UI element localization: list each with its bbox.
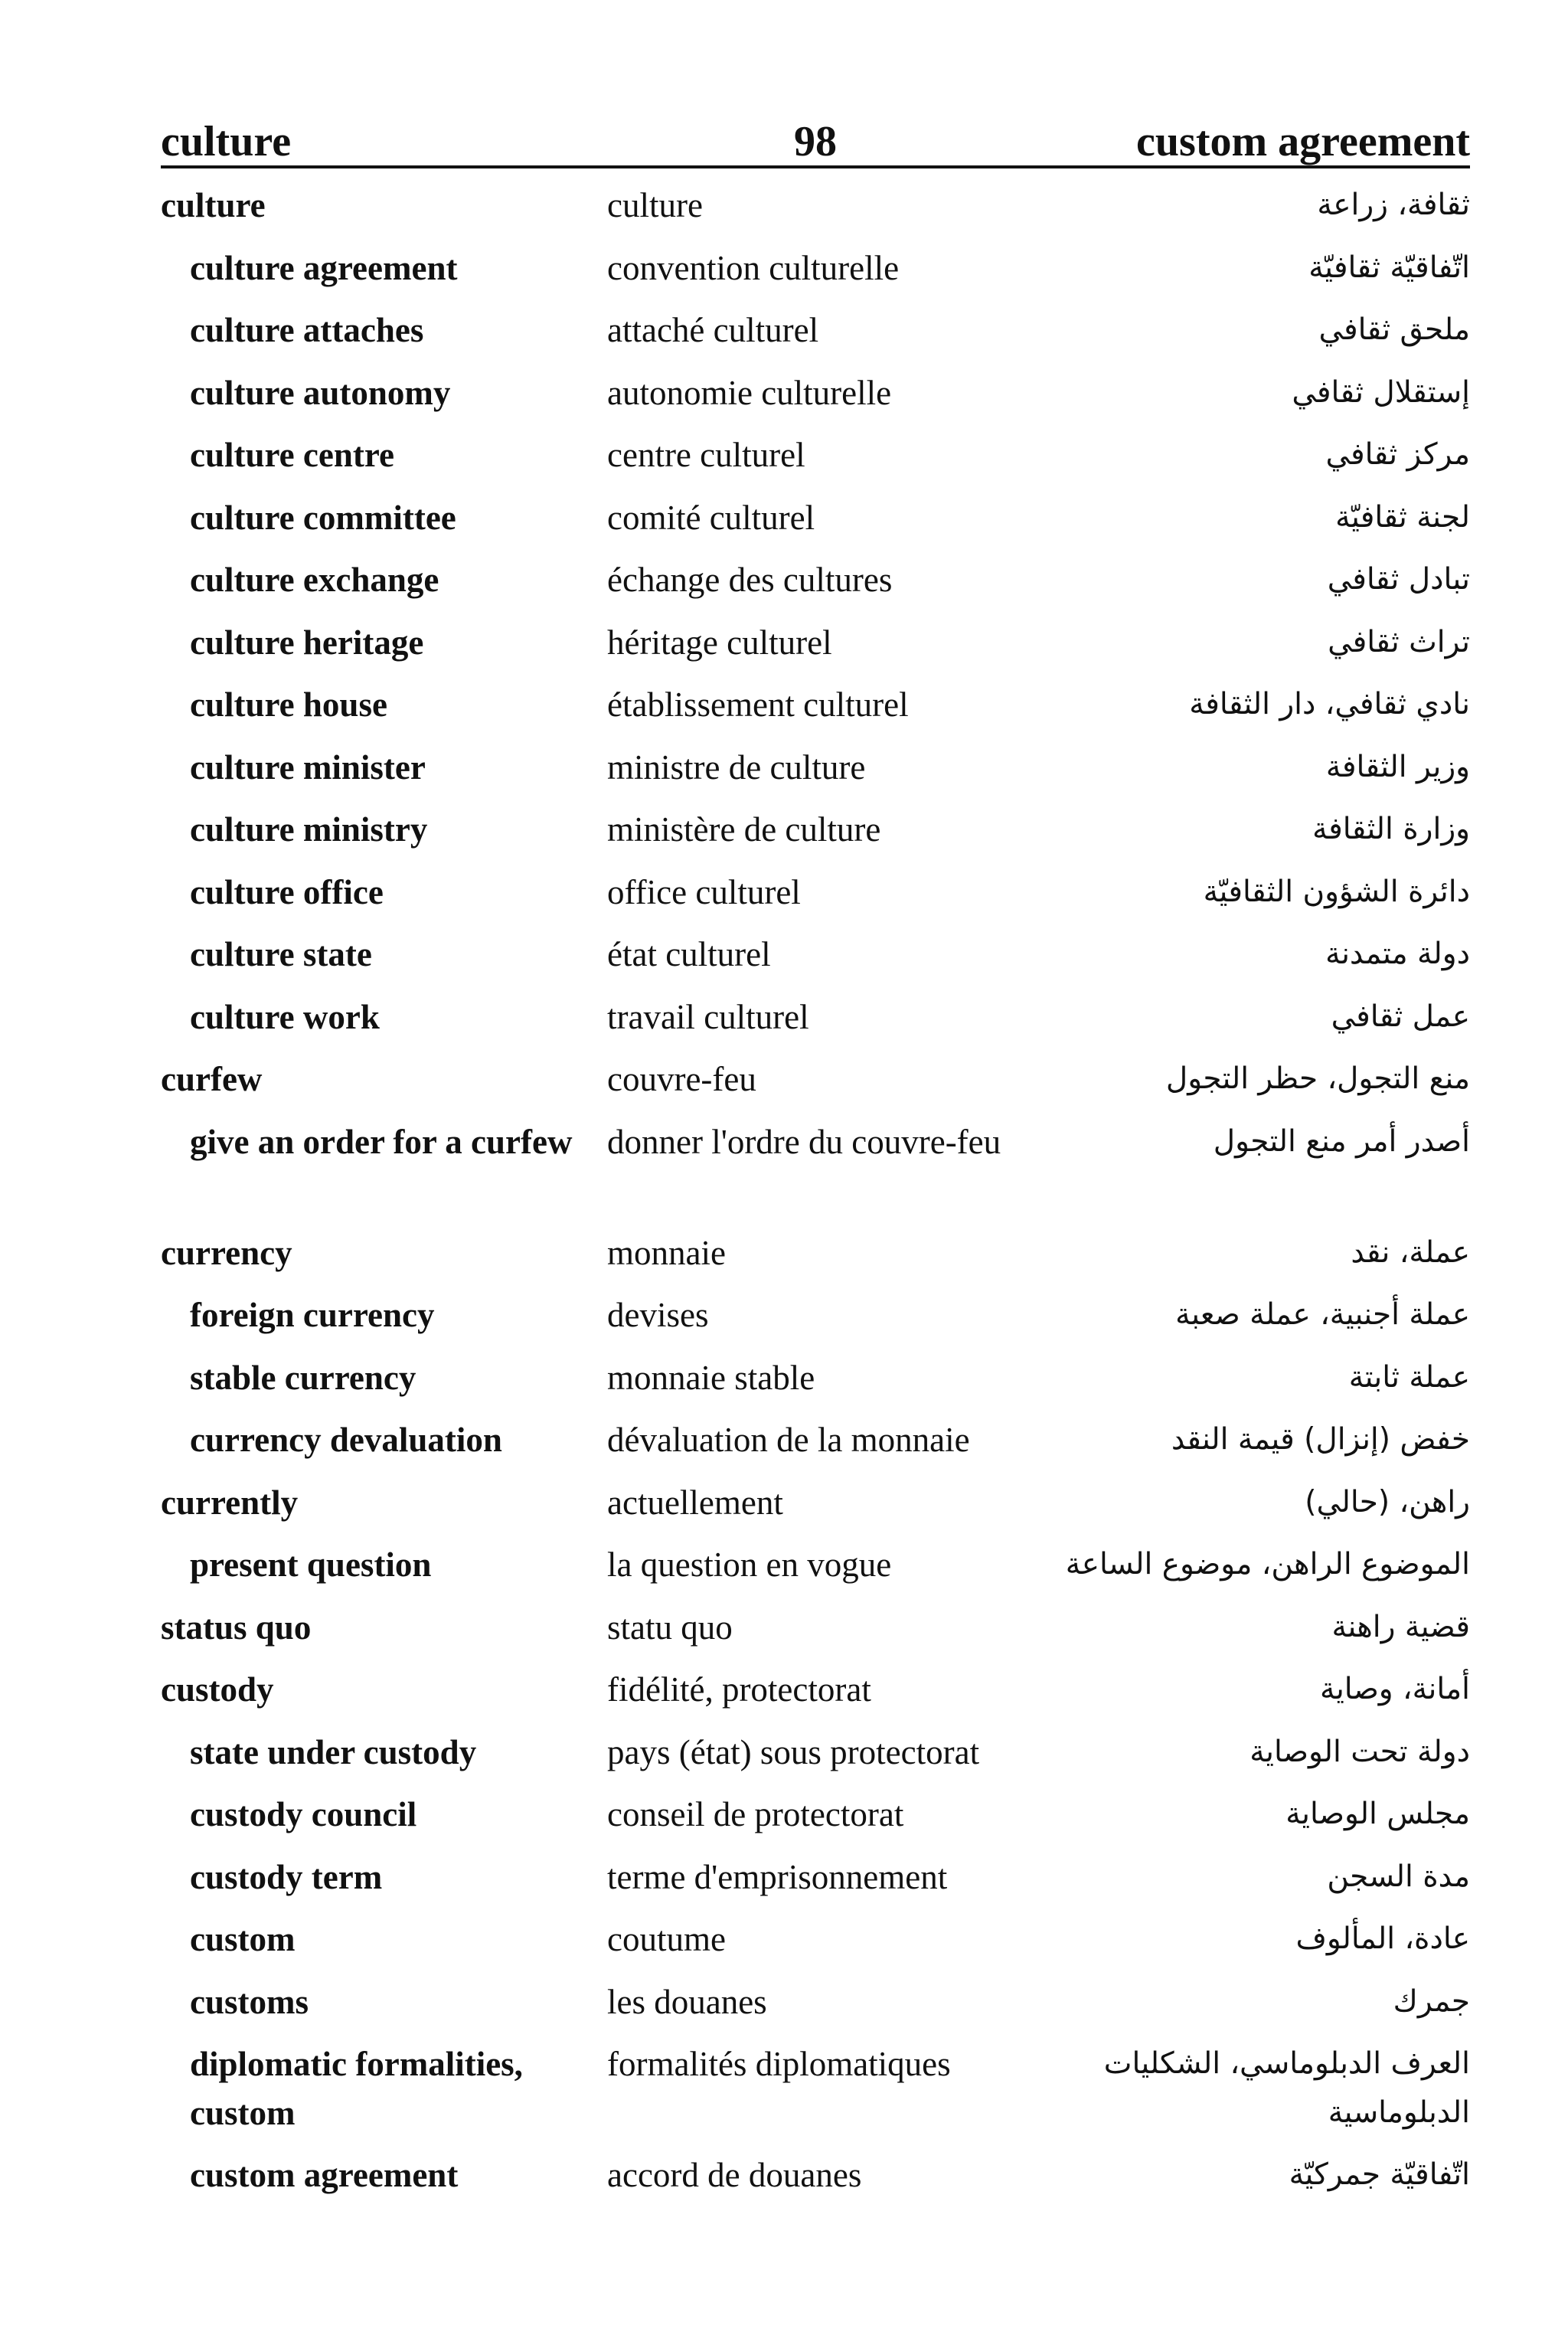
french-term: monnaie <box>607 1233 726 1272</box>
arabic-term: دولة تحت الوصاية <box>1250 1734 1470 1769</box>
english-term: culture exchange <box>190 561 439 599</box>
french-term: la question en vogue <box>607 1545 892 1584</box>
entry-row <box>0 306 1568 368</box>
english-term: culture house <box>190 685 387 724</box>
french-term: monnaie stable <box>607 1358 815 1397</box>
arabic-term: وزير الثقافة <box>1325 749 1470 784</box>
arabic-term: أصدر أمر منع التجول <box>1213 1123 1470 1159</box>
entry-row <box>0 1117 1568 1228</box>
english-term: custody <box>161 1670 274 1709</box>
entry-row <box>0 555 1568 618</box>
french-term: accord de douanes <box>607 2156 862 2194</box>
french-term: office culturel <box>607 872 801 911</box>
arabic-term: راهن، (حالي) <box>1305 1484 1470 1519</box>
arabic-term: لجنة ثقافيّة <box>1335 499 1470 535</box>
arabic-term: عادة، المألوف <box>1295 1922 1470 1956</box>
entry-row <box>0 368 1568 431</box>
arabic-term: وزارة الثقافة <box>1312 812 1470 846</box>
entry-row <box>0 993 1568 1055</box>
entry-row <box>0 1603 1568 1666</box>
arabic-term: دائرة الشؤون الثقافيّة <box>1203 874 1470 909</box>
english-term: currently <box>161 1483 299 1522</box>
french-term: terme d'emprisonnement <box>607 1857 948 1896</box>
french-term: travail culturel <box>607 997 809 1036</box>
english-term: customs <box>190 1982 309 2021</box>
arabic-term: تراث ثقافي <box>1328 624 1470 659</box>
english-term: state under custody <box>190 1732 477 1771</box>
english-term: curfew <box>161 1060 263 1098</box>
french-term: état culturel <box>607 935 771 973</box>
english-term: culture minister <box>190 747 426 787</box>
french-term: couvre-feu <box>607 1060 756 1098</box>
entry-row <box>0 1665 1568 1728</box>
entry-row <box>0 2150 1568 2213</box>
arabic-term: ملحق ثقافي <box>1318 312 1470 347</box>
french-term: conseil de protectorat <box>607 1795 904 1833</box>
entry-row <box>0 1540 1568 1603</box>
french-term: autonomie culturelle <box>607 373 892 412</box>
entry-row <box>0 1915 1568 1977</box>
english-term: foreign currency <box>190 1296 435 1334</box>
arabic-term: منع التجول، حظر التجول <box>1165 1061 1470 1096</box>
french-term: les douanes <box>607 1982 767 2021</box>
entry-row <box>0 680 1568 743</box>
entry-row <box>0 1228 1568 1291</box>
english-term: currency <box>161 1233 292 1272</box>
page-number: 98 <box>794 118 837 165</box>
french-term: convention culturelle <box>607 248 900 287</box>
arabic-term: عملة أجنبية، عملة صعبة <box>1175 1297 1470 1332</box>
entry-row <box>0 805 1568 868</box>
french-term: échange des cultures <box>607 561 893 599</box>
arabic-term: ثقافة، زراعة <box>1317 188 1470 222</box>
french-term: établissement culturel <box>607 685 909 724</box>
french-term: formalités diplomatiques <box>607 2045 951 2083</box>
arabic-term: أمانة، وصاية <box>1320 1672 1470 1706</box>
english-term: culture state <box>190 935 372 973</box>
entry-row <box>0 2039 1568 2150</box>
running-header <box>161 115 1470 168</box>
entry-row <box>0 1977 1568 2040</box>
entry-row <box>0 1790 1568 1853</box>
french-term: pays (état) sous protectorat <box>607 1732 980 1771</box>
entry-list <box>0 181 1568 2213</box>
french-term: centre culturel <box>607 436 805 474</box>
header-first-word: culture <box>161 118 292 165</box>
arabic-term: جمرك <box>1393 1984 1470 2019</box>
english-term: culture <box>161 186 266 224</box>
arabic-term: اتّفاقيّة ثقافيّة <box>1308 250 1470 285</box>
english-term: culture attaches <box>190 311 424 349</box>
entry-row <box>0 618 1568 681</box>
entry-row <box>0 244 1568 306</box>
french-term: fidélité, protectorat <box>607 1670 871 1709</box>
entry-row <box>0 1478 1568 1541</box>
arabic-term: مركز ثقافي <box>1325 437 1470 472</box>
english-term: present question <box>190 1545 432 1584</box>
arabic-term: العرف الدبلوماسي، الشكليات الدبلوماسية <box>1103 2046 1470 2130</box>
arabic-term: مدة السجن <box>1327 1859 1470 1894</box>
french-term: statu quo <box>607 1608 733 1647</box>
english-term: culture agreement <box>190 248 458 287</box>
french-term: comité culturel <box>607 498 815 537</box>
french-term: ministère de culture <box>607 810 881 849</box>
entry-row <box>0 1853 1568 1915</box>
french-term: dévaluation de la monnaie <box>607 1421 970 1459</box>
french-term: devises <box>607 1296 709 1334</box>
arabic-term: تبادل ثقافي <box>1327 562 1470 597</box>
arabic-term: الموضوع الراهن، موضوع الساعة <box>1065 1547 1470 1581</box>
entry-row <box>0 868 1568 931</box>
arabic-term: عملة، نقد <box>1351 1235 1470 1270</box>
entry-row <box>0 930 1568 993</box>
english-term: culture heritage <box>190 623 424 662</box>
entry-row <box>0 743 1568 806</box>
french-term: actuellement <box>607 1483 783 1522</box>
french-term: héritage culturel <box>607 623 832 662</box>
entry-row <box>0 1290 1568 1353</box>
arabic-term: اتّفاقيّة جمركيّة <box>1289 2157 1470 2192</box>
entry-row <box>0 1728 1568 1791</box>
arabic-term: نادي ثقافي، دار الثقافة <box>1189 687 1470 721</box>
french-term: attaché culturel <box>607 311 819 349</box>
english-term: culture centre <box>190 436 394 474</box>
header-rule <box>161 165 1470 168</box>
header-last-word: custom agreement <box>1136 118 1470 165</box>
french-term: coutume <box>607 1920 726 1958</box>
english-term: custody council <box>190 1795 417 1833</box>
french-term: donner l'ordre du couvre-feu <box>607 1122 1001 1161</box>
entry-row <box>0 1055 1568 1117</box>
english-term: stable currency <box>190 1358 416 1397</box>
english-term: currency devaluation <box>190 1421 502 1459</box>
french-term: culture <box>607 186 703 224</box>
arabic-term: قضية راهنة <box>1331 1609 1470 1644</box>
arabic-term: خفض (إنزال) قيمة النقد <box>1171 1422 1470 1457</box>
english-term: culture autonomy <box>190 373 451 412</box>
english-term: custom <box>190 1920 296 1958</box>
arabic-term: إستقلال ثقافي <box>1292 374 1470 410</box>
french-term: ministre de culture <box>607 747 866 787</box>
english-term: give an order for a curfew <box>190 1122 573 1161</box>
english-term: status quo <box>161 1608 312 1647</box>
arabic-term: عملة ثابتة <box>1348 1359 1470 1395</box>
entry-row <box>0 1415 1568 1478</box>
entry-row <box>0 181 1568 244</box>
arabic-term: عمل ثقافي <box>1331 999 1470 1034</box>
english-term: diplomatic formalities, custom <box>190 2045 523 2132</box>
entry-row <box>0 493 1568 556</box>
english-term: culture work <box>190 997 380 1036</box>
english-term: custody term <box>190 1857 383 1896</box>
english-term: culture committee <box>190 498 456 537</box>
entry-row <box>0 1353 1568 1416</box>
english-term: culture ministry <box>190 810 428 849</box>
english-term: custom agreement <box>190 2156 459 2194</box>
arabic-term: مجلس الوصاية <box>1285 1797 1470 1831</box>
entry-row <box>0 430 1568 493</box>
arabic-term: دولة متمدنة <box>1325 937 1470 971</box>
english-term: culture office <box>190 872 384 911</box>
